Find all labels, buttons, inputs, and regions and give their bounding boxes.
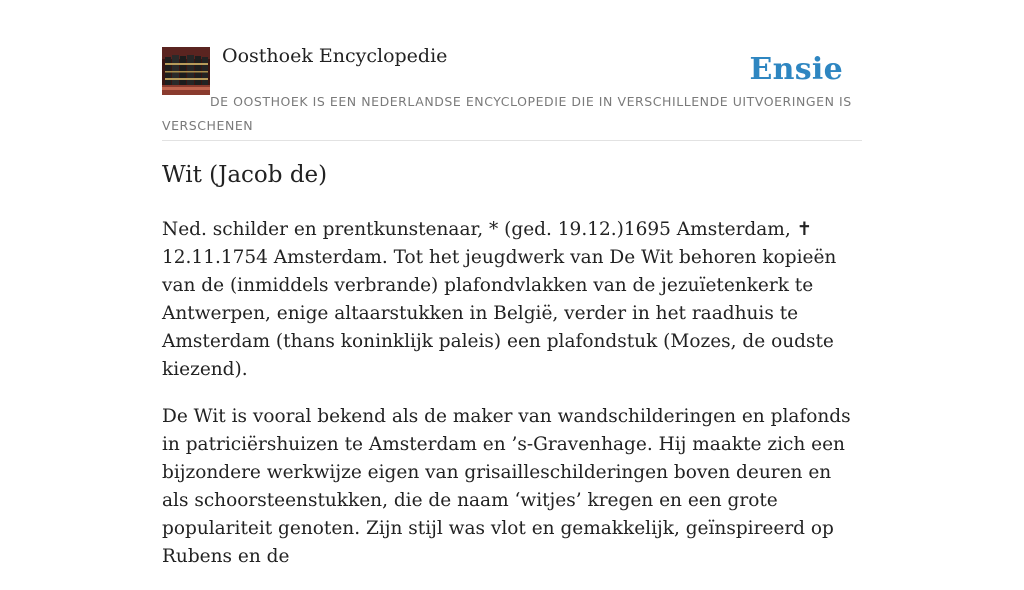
book-spines-icon bbox=[162, 47, 210, 95]
site-avatar[interactable] bbox=[162, 47, 210, 95]
article-paragraph-1: Ned. schilder en prentkunstenaar, * (ged. 19.12.)1695 Amsterdam, ✝ 12.11.1754 Amsterdam. Tot het jeugdwerk van De Wit behoren kopieën van de (inmiddels verbrande) plafondvlakken van de jezuïetenkerk te Antwerpen, enige altaarstukken in België, verder in het raadhuis te Amsterdam (thans koninklijk paleis) een plafondstuk (Mozes, de oudste kiezend). bbox=[162, 219, 837, 380]
site-description: DE OOSTHOEK IS EEN NEDERLANDSE ENCYCLOPEDIE DIE IN VERSCHILLENDE UITVOERINGEN IS VERSCHENEN bbox=[162, 94, 852, 133]
site-title[interactable]: Oosthoek Encyclopedie bbox=[222, 45, 448, 67]
article-body bbox=[162, 216, 862, 590]
page-container bbox=[162, 0, 862, 567]
brand-logo[interactable]: Ensie bbox=[749, 52, 843, 87]
article-paragraph-2: De Wit is vooral bekend als de maker van wandschilderingen en plafonds in patriciërshuizen te Amsterdam en ’s-Gravenhage. Hij maakte zich een bijzondere werkwijze eigen van grisailleschilderingen boven deuren en als schoorsteenstukken, die de naam ‘witjes’ kregen en een grote populariteit genoten. Zijn stijl was vlot en gemakkelijk, geïnspireerd op Rubens en de bbox=[162, 406, 851, 567]
article-title: Wit (Jacob de) bbox=[162, 162, 328, 188]
site-header bbox=[162, 0, 862, 141]
